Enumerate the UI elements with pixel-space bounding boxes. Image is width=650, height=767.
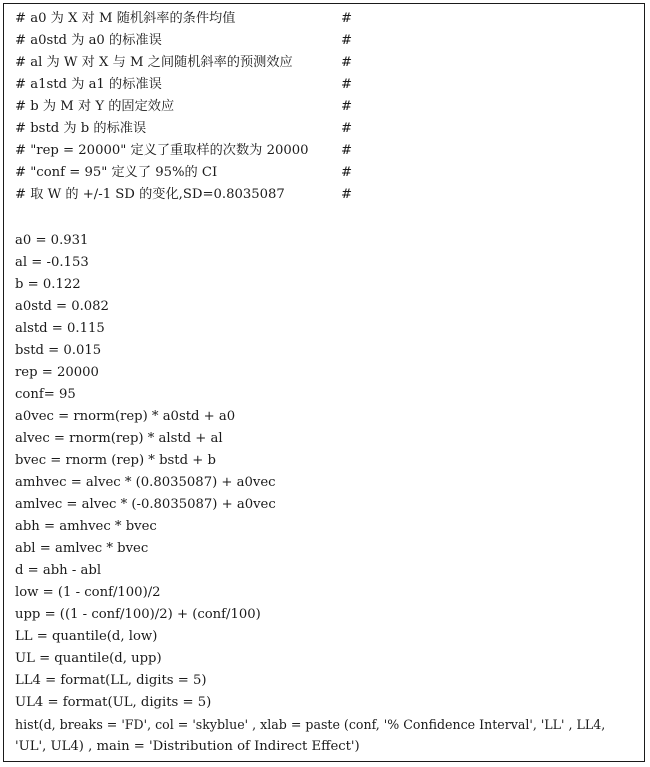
code-line: abh = amhvec * bvec	[15, 519, 157, 534]
code-line: a0std = 0.082	[15, 299, 109, 314]
comment-end-hash: #	[341, 77, 353, 92]
comment-end-hash: #	[341, 165, 353, 180]
comment-line: # al 为 W 对 X 与 M 之间随机斜率的预测效应	[15, 55, 293, 70]
code-line: b = 0.122	[15, 277, 81, 292]
comment-line: # a1std 为 a1 的标准误	[15, 77, 162, 92]
comment-line: # a0std 为 a0 的标准误	[15, 33, 162, 48]
comment-end-hash: #	[341, 187, 353, 202]
code-line: al = -0.153	[15, 255, 89, 270]
code-line: alstd = 0.115	[15, 321, 105, 336]
code-line: d = abh - abl	[15, 563, 102, 578]
comment-end-hash: #	[341, 121, 353, 136]
code-line: amhvec = alvec * (0.8035087) + a0vec	[15, 475, 276, 490]
code-line: conf= 95	[15, 387, 76, 402]
code-line: alvec = rnorm(rep) * alstd + al	[15, 431, 223, 446]
code-line: LL4 = format(LL, digits = 5)	[15, 673, 207, 688]
code-line: upp = ((1 - conf/100)/2) + (conf/100)	[15, 607, 261, 622]
code-line: amlvec = alvec * (-0.8035087) + a0vec	[15, 497, 276, 512]
code-line: UL4 = format(UL, digits = 5)	[15, 695, 212, 710]
code-line: a0vec = rnorm(rep) * a0std + a0	[15, 409, 236, 424]
code-line: rep = 20000	[15, 365, 99, 380]
code-listing-box	[3, 3, 645, 762]
comment-end-hash: #	[341, 11, 353, 26]
comment-line: # b 为 M 对 Y 的固定效应	[15, 99, 175, 114]
comment-line: # "rep = 20000" 定义了重取样的次数为 20000	[15, 143, 309, 158]
comment-end-hash: #	[341, 55, 353, 70]
code-line: bvec = rnorm (rep) * bstd + b	[15, 453, 216, 468]
comment-end-hash: #	[341, 99, 353, 114]
comment-end-hash: #	[341, 143, 353, 158]
code-line: low = (1 - conf/100)/2	[15, 585, 161, 600]
comment-line: # a0 为 X 对 M 随机斜率的条件均值	[15, 11, 236, 26]
code-line: UL = quantile(d, upp)	[15, 651, 162, 666]
code-line: bstd = 0.015	[15, 343, 102, 358]
comment-line: # bstd 为 b 的标准误	[15, 121, 147, 136]
code-line: 'UL', UL4) , main = 'Distribution of Indirect Effect')	[15, 739, 360, 754]
code-line: a0 = 0.931	[15, 233, 89, 248]
comment-end-hash: #	[341, 33, 353, 48]
code-line: LL = quantile(d, low)	[15, 629, 158, 644]
code-line: hist(d, breaks = 'FD', col = 'skyblue' , xlab = paste (conf, '% Confidence Interval', 'LL' , LL4,	[15, 717, 606, 732]
comment-line: # "conf = 95" 定义了 95%的 CI	[15, 165, 218, 180]
comment-line: # 取 W 的 +/-1 SD 的变化,SD=0.8035087	[15, 187, 285, 202]
code-line: abl = amlvec * bvec	[15, 541, 149, 556]
